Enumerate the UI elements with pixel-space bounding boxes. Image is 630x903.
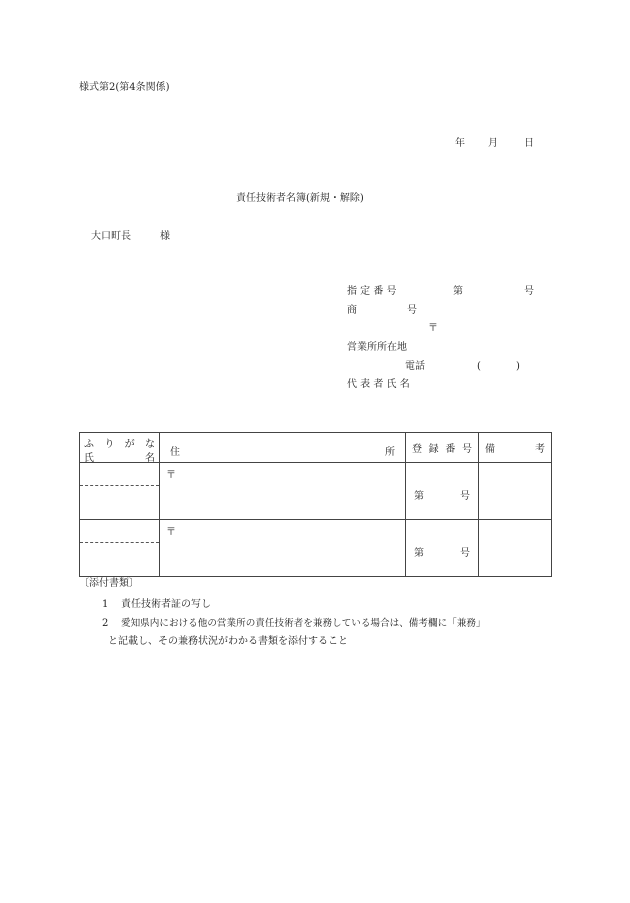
address-label-b: 所: [385, 447, 395, 458]
reg-suffix: 号: [460, 491, 470, 502]
remarks-input-cell[interactable]: [479, 520, 552, 577]
header-name-cell: [80, 433, 160, 463]
designation-number-label: 指 定 番 号: [347, 286, 397, 297]
attachment-number: 1: [102, 599, 109, 610]
office-location-label: 営業所所在地: [347, 342, 407, 353]
technician-table: [79, 432, 552, 577]
address-input-cell[interactable]: [160, 520, 406, 577]
phone-paren-close: ): [516, 361, 520, 372]
addressee-name: 大口町長: [91, 231, 131, 242]
registration-input-cell[interactable]: [406, 520, 479, 577]
phone-label: 電話: [405, 361, 425, 372]
date-month-label: 月: [488, 138, 498, 149]
attachment-text: 責任技術者証の写し: [121, 599, 211, 610]
date-day-label: 日: [524, 138, 534, 149]
reg-prefix: 第: [414, 548, 424, 559]
attachment-continuation: と記載し、その兼務状況がわかる書類を添付すること: [108, 636, 348, 647]
header-address-cell: [160, 433, 406, 463]
header-registration-cell: [406, 433, 479, 463]
phone-paren-open: (: [477, 361, 481, 372]
furigana-divider: [80, 542, 159, 543]
name-label: 氏 名: [84, 453, 155, 464]
date-year-label: 年: [455, 138, 465, 149]
document-title: 責任技術者名簿(新規・解除): [236, 193, 364, 204]
designation-prefix: 第: [453, 286, 463, 297]
postal-mark: 〒: [428, 323, 438, 334]
table-header-row: [80, 433, 552, 463]
name-input-cell[interactable]: [80, 520, 160, 577]
furigana-label: ふ り が な: [84, 439, 155, 450]
row-postal-mark: 〒: [166, 470, 176, 481]
attachments-heading: 〔添付書類〕: [79, 578, 139, 589]
reg-suffix: 号: [460, 548, 470, 559]
form-number: 様式第2(第4条関係): [79, 82, 170, 93]
registration-number-label: 登 録 番 号: [412, 444, 472, 455]
trade-name-label-a: 商: [347, 305, 357, 316]
representative-name-label: 代 表 者 氏 名: [347, 379, 410, 390]
remarks-input-cell[interactable]: [479, 463, 552, 520]
designation-suffix: 号: [524, 286, 534, 297]
table-row: [80, 463, 552, 520]
name-input-cell[interactable]: [80, 463, 160, 520]
attachment-number: 2: [102, 618, 109, 629]
table-row: [80, 520, 552, 577]
row-postal-mark: 〒: [166, 527, 176, 538]
reg-prefix: 第: [414, 491, 424, 502]
remarks-label: 備 考: [485, 444, 545, 455]
header-remarks-cell: [479, 433, 552, 463]
furigana-divider: [80, 485, 159, 486]
address-label-a: 住: [170, 447, 180, 458]
attachment-text: 愛知県内における他の営業所の責任技術者を兼務している場合は、備考欄に「兼務」: [121, 618, 486, 629]
address-input-cell[interactable]: [160, 463, 406, 520]
registration-input-cell[interactable]: [406, 463, 479, 520]
trade-name-label-b: 号: [407, 305, 417, 316]
addressee-honorific: 様: [160, 231, 170, 242]
